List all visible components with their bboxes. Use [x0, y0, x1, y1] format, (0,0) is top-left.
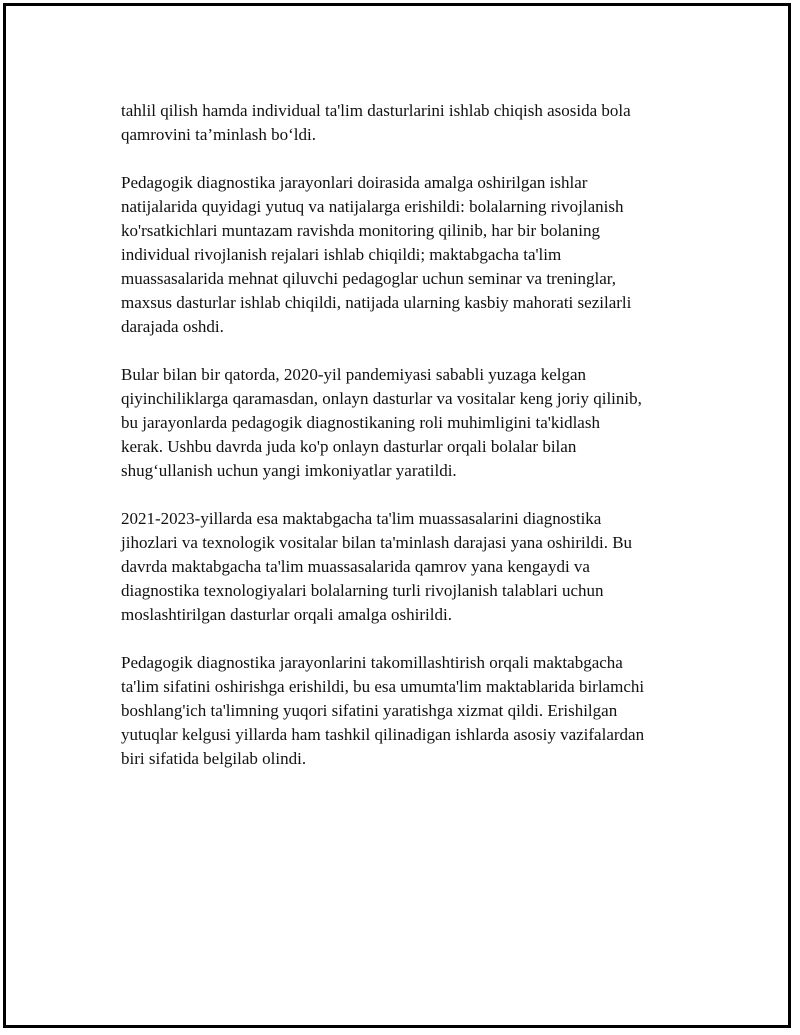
paragraph-5: Pedagogik diagnostika jarayonlarini takomillashtirish orqali maktabgacha ta'lim sifatini oshirishga erishildi, bu esa umumta'lim maktablarida birlamchi boshlang'ich ta'limning yuqori sifatini yaratishga xizmat qildi. Erishilgan yutuqlar kelgusi yillarda ham tashkil qilinadigan ishlarda asosiy vazifalardan biri sifatida belgilab olindi. — [121, 653, 645, 768]
paragraph-2: Pedagogik diagnostika jarayonlari doirasida amalga oshirilgan ishlar natijalarida quyidagi yutuq va natijalarga erishildi: bolalarning rivojlanish ko'rsatkichlari muntazam ravishda monitoring qilinib, har bir bolaning individual rivojlanish rejalari ishlab chiqildi; maktabgacha ta'lim muassasalarida mehnat qiluvchi pedagoglar uchun seminar va treninglar, maxsus dasturlar ishlab chiqildi, natijada ularning kasbiy mahorati sezilarli darajada oshdi. — [121, 173, 632, 336]
paragraph-4: 2021-2023-yillarda esa maktabgacha ta'lim muassasalarini diagnostika jihozlari va texnologik vositalar bilan ta'minlash darajasi yana oshirildi. Bu davrda maktabgacha ta'lim muassasalarida qamrov yana kengaydi va diagnostika texnologiyalari bolalarning turli rivojlanish talablari uchun moslashtirilgan dasturlar orqali amalga oshirildi. — [121, 509, 633, 624]
document-body — [121, 99, 696, 795]
paragraph-3: Bular bilan bir qatorda, 2020-yil pandemiyasi sababli yuzaga kelgan qiyinchiliklarga qaramasdan, onlayn dasturlar va vositalar keng joriy qilinib, bu jarayonlarda pedagogik diagnostikaning roli muhimligini ta'kidlash kerak. Ushbu davrda juda ko'p onlayn dasturlar orqali bolalar bilan shug‘ullanish uchun yangi imkoniyatlar yaratildi. — [121, 365, 642, 480]
paragraph-1: tahlil qilish hamda individual ta'lim dasturlarini ishlab chiqish asosida bola qamrovini ta’minlash bo‘ldi. — [121, 101, 631, 144]
page-frame — [3, 3, 791, 1028]
